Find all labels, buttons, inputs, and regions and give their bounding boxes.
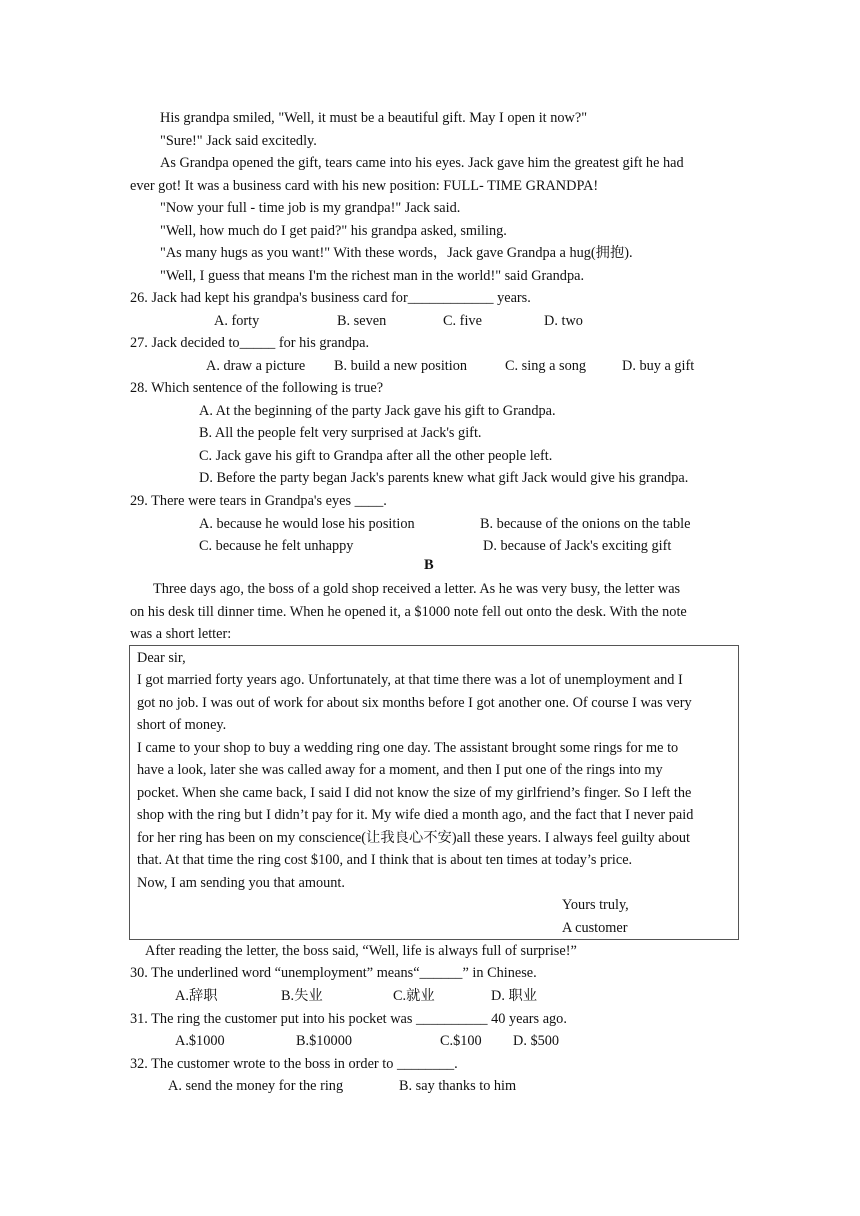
question-27-option-a[interactable]: A. draw a picture — [206, 358, 306, 374]
question-28-option-b[interactable]: B. All the people felt very surprised at Jack's gift. — [199, 425, 482, 441]
letter-line: got no job. I was out of work for about six months before I got another one. Of course I was very — [137, 695, 692, 711]
question-32-option-b[interactable]: B. say thanks to him — [399, 1078, 517, 1094]
question-30-option-c[interactable]: C.就业 — [393, 988, 435, 1004]
passage-paragraph: His grandpa smiled, "Well, it must be a beautiful gift. May I open it now?" — [160, 110, 588, 126]
question-27-option-c[interactable]: C. sing a song — [505, 358, 587, 374]
section-b-intro: Three days ago, the boss of a gold shop received a letter. As he was very busy, the letter was — [153, 581, 681, 597]
letter-line: pocket. When she came back, I said I did not know the size of my girlfriend’s finger. So I left the — [137, 785, 692, 801]
question-32-option-a[interactable]: A. send the money for the ring — [168, 1078, 344, 1094]
section-b-after-letter: After reading the letter, the boss said, “Well, life is always full of surprise!” — [145, 943, 577, 959]
letter-closing: Yours truly, — [562, 897, 629, 913]
question-30-stem: 30. The underlined word “unemployment” means“______” in Chinese. — [130, 965, 537, 981]
question-31-option-c[interactable]: C.$100 — [440, 1033, 482, 1049]
question-26-option-c[interactable]: C. five — [443, 313, 482, 329]
passage-paragraph: "Sure!" Jack said excitedly. — [160, 133, 317, 149]
question-28-stem: 28. Which sentence of the following is true? — [130, 380, 384, 396]
passage-paragraph: "Well, how much do I get paid?" his grandpa asked, smiling. — [160, 223, 507, 239]
section-b-heading: B — [424, 557, 434, 573]
letter-line: Now, I am sending you that amount. — [137, 875, 345, 891]
passage-paragraph: "Now your full - time job is my grandpa!" Jack said. — [160, 200, 461, 216]
question-26-option-a[interactable]: A. forty — [214, 313, 260, 329]
question-27-option-d[interactable]: D. buy a gift — [622, 358, 695, 374]
letter-greeting: Dear sir, — [137, 650, 186, 666]
question-30-option-b[interactable]: B.失业 — [281, 988, 323, 1004]
section-b-intro-continued: was a short letter: — [130, 626, 232, 642]
letter-signature: A customer — [562, 920, 628, 936]
question-29-option-c[interactable]: C. because he felt unhappy — [199, 538, 354, 554]
passage-paragraph: "As many hugs as you want!" With these words，Jack gave Grandpa a hug(拥抱). — [160, 245, 633, 261]
question-32-stem: 32. The customer wrote to the boss in order to ________. — [130, 1056, 458, 1072]
question-31-option-d[interactable]: D. $500 — [513, 1033, 560, 1049]
question-31-stem: 31. The ring the customer put into his pocket was __________ 40 years ago. — [130, 1011, 567, 1027]
letter-line: have a look, later she was called away for a moment, and then I put one of the rings into my — [137, 762, 663, 778]
letter-line: shop with the ring but I didn’t pay for it. My wife died a month ago, and the fact that I never paid — [137, 807, 694, 823]
question-26-option-d[interactable]: D. two — [544, 313, 583, 329]
question-30-option-d[interactable]: D. 职业 — [491, 988, 538, 1004]
question-27-option-b[interactable]: B. build a new position — [334, 358, 468, 374]
passage-paragraph-continued: ever got! It was a business card with his new position: FULL- TIME GRANDPA! — [130, 178, 599, 194]
question-27-stem: 27. Jack decided to_____ for his grandpa. — [130, 335, 370, 351]
question-26-stem: 26. Jack had kept his grandpa's business card for____________ years. — [130, 290, 531, 306]
passage-paragraph: As Grandpa opened the gift, tears came into his eyes. Jack gave him the greatest gift he had — [160, 155, 684, 171]
passage-paragraph: "Well, I guess that means I'm the richest man in the world!" said Grandpa. — [160, 268, 585, 284]
question-28-option-c[interactable]: C. Jack gave his gift to Grandpa after all the other people left. — [199, 448, 553, 464]
question-31-option-b[interactable]: B.$10000 — [296, 1033, 353, 1049]
question-28-option-a[interactable]: A. At the beginning of the party Jack gave his gift to Grandpa. — [199, 403, 556, 419]
question-30-option-a[interactable]: A.辞职 — [175, 988, 218, 1004]
question-29-option-a[interactable]: A. because he would lose his position — [199, 516, 415, 532]
section-b-intro-continued: on his desk till dinner time. When he opened it, a $1000 note fell out onto the desk. With the note — [130, 604, 687, 620]
letter-line: I came to your shop to buy a wedding ring one day. The assistant brought some rings for me to — [137, 740, 679, 756]
question-29-option-b[interactable]: B. because of the onions on the table — [480, 516, 691, 532]
question-28-option-d[interactable]: D. Before the party began Jack's parents knew what gift Jack would give his grandpa. — [199, 470, 689, 486]
letter-line: for her ring has been on my conscience(让我良心不安)all these years. I always feel guilty about — [137, 830, 691, 846]
letter-line: I got married forty years ago. Unfortunately, at that time there was a lot of unemployment and I — [137, 672, 683, 688]
letter-line: that. At that time the ring cost $100, and I think that is about ten times at today’s price. — [137, 852, 633, 868]
question-29-option-d[interactable]: D. because of Jack's exciting gift — [483, 538, 672, 554]
question-26-option-b[interactable]: B. seven — [337, 313, 387, 329]
letter-line: short of money. — [137, 717, 227, 733]
question-31-option-a[interactable]: A.$1000 — [175, 1033, 225, 1049]
question-29-stem: 29. There were tears in Grandpa's eyes ____. — [130, 493, 387, 509]
